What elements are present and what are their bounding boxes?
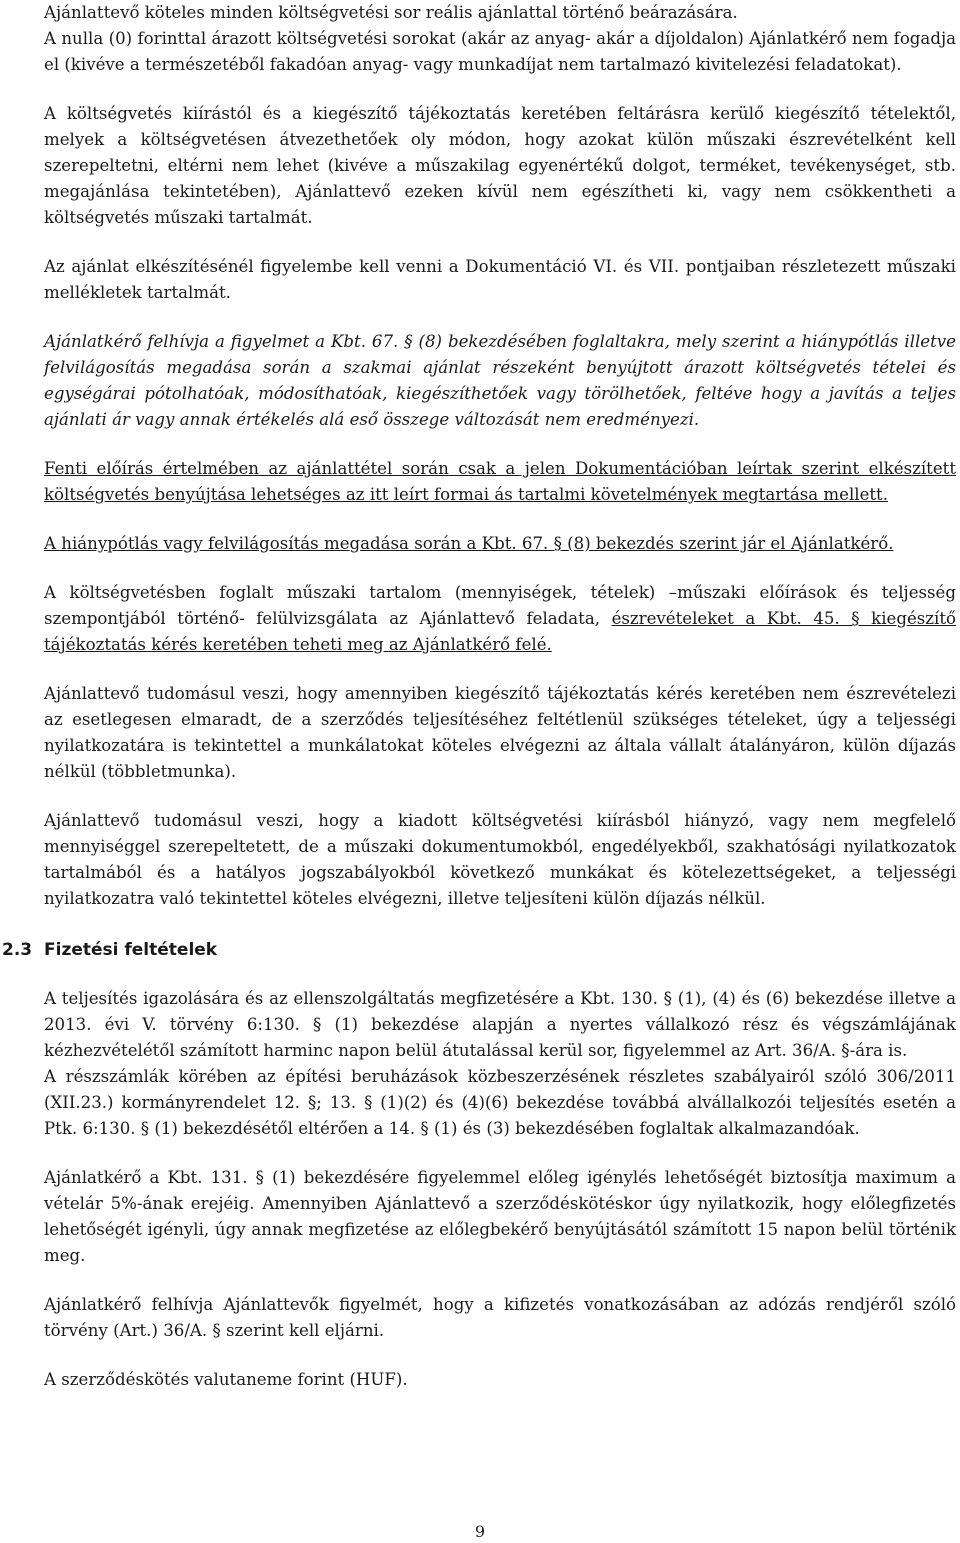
section-heading bbox=[2, 937, 956, 963]
paragraph-tax-notice: Ajánlatkérő felhívja Ajánlattevők figyelmét, hogy a kifizetés vonatkozásában az adózás rendjéről szóló törvény (Art.) 36/A. § szerint kell eljárni. bbox=[44, 1295, 956, 1340]
paragraph-submission-requirements: Fenti előírás értelmében az ajánlattétel során csak a jelen Dokumentációban leírtak szerint elkészített költségvetés benyújtása lehetséges az itt leírt formai ás tartalmi követelmények megtartása mellett. bbox=[44, 459, 956, 504]
paragraph-deficiency-procedure: A hiánypótlás vagy felvilágosítás megadása során a Kbt. 67. § (8) bekezdés szerint jár el Ajánlatkérő. bbox=[44, 534, 894, 553]
paragraph-payment-terms: A teljesítés igazolására és az ellenszolgáltatás megfizetésére a Kbt. 130. § (1), (4) és (6) bekezdése illetve a 2013. évi V. törvény 6:130. § (1) bekezdése alapján a nyertes vállalkozó rész és végszámlájának kézhezvételétől számított harminc napon belül átutalással kerül sor, figyelemmel az Art. 36/A. §-ára is. bbox=[44, 989, 956, 1060]
page-number: 9 bbox=[474, 1522, 486, 1541]
paragraph-deficiency-rule: Ajánlatkérő felhívja a figyelmet a Kbt. 67. § (8) bekezdésében foglaltakra, mely szerint a hiánypótlás illetve felvilágosítás megadása során a szakmai ajánlat részeként benyújtott árazott költségvetés tételei és egységárai pótolhatóak, módosíthatóak, kiegészíthetőek vagy törölhetőek, feltéve hogy a javítás a teljes ajánlati ár vagy annak értékelés alá eső összege változását nem eredményezi. bbox=[44, 332, 956, 429]
paragraph-zero-price-rule: A nulla (0) forinttal árazott költségvetési sorokat (akár az anyag- akár a díjoldalon) Ajánlatkérő nem fogadja el (kivéve a természetéből fakadóan anyag- vagy munkadíjat nem tartalmazó kivitelezési feladatokat). bbox=[44, 29, 956, 74]
paragraph-review-text: A költségvetésben foglalt műszaki tartalom (mennyiségek, tételek) –műszaki előírások és teljesség szempontjából történő- felülvizsgálata az Ajánlattevő feladata, bbox=[44, 583, 956, 628]
paragraph-missing-items: Ajánlattevő tudomásul veszi, hogy amennyiben kiegészítő tájékoztatás kérés keretében nem észrevételezi az esetlegesen elmaradt, de a szerződés teljesítéséhez feltétlenül szükséges tételeket, úgy a teljességi nyilatkozatára is tekintettel a munkálatokat köteles elvégezni az általa vállalt átalányáron, külön díjazás nélkül (többletmunka). bbox=[44, 684, 956, 781]
paragraph-completeness: Ajánlattevő tudomásul veszi, hogy a kiadott költségvetési kiírásból hiányzó, vagy nem megfelelő mennyiséggel szerepeltetett, de a műszaki dokumentumokból, engedélyekből, szakhatósági nyilatkozatok tartalmából és a hatályos jogszabályokból következő munkákat és kötelezettségeket, a teljességi nyilatkozatra való tekintettel köteles elvégezni, illetve teljesíteni külön díjazás nélkül. bbox=[44, 811, 956, 908]
paragraph-budget-deviation: A költségvetés kiírástól és a kiegészítő tájékoztatás keretében feltárásra kerülő kiegészítő tételektől, melyek a költségvetésen átvezethetőek oly módon, hogy azokat külön műszaki észrevételként kell szerepeltetni, eltérni nem lehet (kivéve a műszakilag egyenértékű dolgot, terméket, tevékenységet, stb. megajánlása tekintetében), Ajánlattevő ezeken kívül nem egészítheti ki, vagy nem csökkentheti a költségvetés műszaki tartalmát. bbox=[44, 104, 956, 227]
paragraph-partial-invoices: A részszámlák körében az építési beruházások közbeszerzésének részletes szabályairól szóló 306/2011 (XII.23.) kormányrendelet 12. §; 13. § (1)(2) és (4)(6) bekezdése továbbá alvállalkozói teljesítés esetén a Ptk. 6:130. § (1) bekezdésétől eltérően a 14. § (1) és (3) bekezdésében foglaltak alkalmazandóak. bbox=[44, 1067, 956, 1138]
section-title: Fizetési feltételek bbox=[44, 940, 218, 960]
document-page bbox=[2, 0, 956, 1393]
section-number: 2.3 bbox=[2, 940, 33, 960]
paragraph-technical-annexes: Az ajánlat elkészítésénél figyelembe kell venni a Dokumentáció VI. és VII. pontjaiban részletezett műszaki mellékletek tartalmát. bbox=[44, 257, 956, 302]
paragraph-review-responsibility bbox=[44, 580, 956, 658]
paragraph-review-underlined: észrevételeket a Kbt. 45. § kiegészítő tájékoztatás kérés keretében teheti meg az Ajánlatkérő felé. bbox=[44, 609, 956, 654]
paragraph-currency: A szerződéskötés valutaneme forint (HUF). bbox=[44, 1370, 408, 1389]
paragraph-advance-payment: Ajánlatkérő a Kbt. 131. § (1) bekezdésére figyelemmel előleg igénylés lehetőségét biztosítja maximum a vételár 5%-ának erejéig. Amennyiben Ajánlattevő a szerződéskötéskor úgy nyilatkozik, hogy előlegfizetés lehetőségét igényli, úgy annak megfizetése az előlegbekérő benyújtásától számított 15 napon belül történik meg. bbox=[44, 1168, 956, 1265]
paragraph-pricing-obligation: Ajánlattevő köteles minden költségvetési sor reális ajánlattal történő beárazására. bbox=[44, 3, 738, 22]
